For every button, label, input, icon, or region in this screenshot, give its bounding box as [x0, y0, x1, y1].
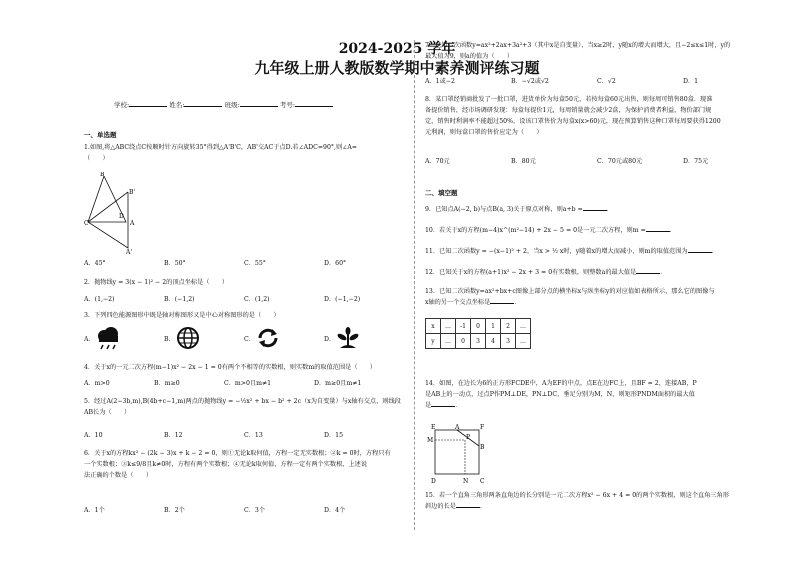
q1-label-A-prime: A': [126, 249, 132, 254]
option[interactable]: B．12: [164, 432, 183, 439]
option[interactable]: D．15: [324, 432, 344, 439]
option[interactable]: A．: [84, 326, 164, 350]
question-3: 3．下列四色能源图形中既是轴对称图形又是中心对称图形的是（ ）: [84, 312, 280, 319]
option[interactable]: D．75元: [683, 158, 709, 165]
table-cell: 0: [456, 334, 471, 349]
option[interactable]: C．: [244, 326, 324, 350]
q14-label-A: A: [455, 424, 460, 431]
q3-options: [84, 326, 404, 350]
option[interactable]: C．70元或80元: [597, 158, 643, 165]
option[interactable]: C．m>0且m≠1: [224, 380, 272, 387]
q1-label-A: A: [130, 220, 135, 227]
option[interactable]: A．10: [84, 432, 103, 439]
option[interactable]: D．m≥0且m≠1: [314, 380, 362, 387]
table-cell: …: [516, 334, 531, 349]
q14-label-N: N: [463, 478, 469, 485]
option[interactable]: B．m≥0: [154, 380, 180, 387]
option[interactable]: D．4个: [324, 507, 346, 514]
question-4: 4．关于x的一元二次方程(m−1)x² − 2x − 1 = 0有两个不相等的实数根，则实数m的取值范围是（ ）: [84, 364, 377, 371]
table-cell: 3: [471, 334, 486, 349]
q2-options: [84, 294, 404, 303]
question-8: 8．某口罩经销商批发了一批口罩，进货单价为每盒50元，若按每盒60元出售，则每周可销售80盒．现准 备提价销售，经市场调研发现：每盒每提价1元，每周销量就会减少2盒，为保护消费者利益，物价部门规 定，销售时利润率不能超过50%，设该口罩售价为每盒x(x>60)元，现在预算销售这种口罩每周要获得1200 元利润，则每盒口罩的售价应定为（ ）: [425, 96, 721, 136]
question-13: 13．已知二次函数y=ax²+bx+c图像上部分点的横坐标x与纵坐标y的对应值如表格所示，那么它的图像与 x轴的另一个交点坐标是 ．: [425, 288, 715, 306]
q6-options: [84, 505, 404, 514]
q1-label-D: D: [119, 213, 124, 220]
q1-label-C: C: [84, 220, 89, 227]
table-cell: 0: [471, 319, 486, 334]
table-cell: 1: [486, 319, 501, 334]
option[interactable]: D．: [324, 326, 404, 350]
option[interactable]: D．60°: [324, 260, 347, 267]
student-info: 学校: 姓名: 班级: 考号:: [114, 100, 333, 109]
q8-options: [425, 156, 769, 165]
table-cell: y: [426, 334, 441, 349]
option[interactable]: B．: [164, 326, 244, 350]
question-11: 11．已知二次函数y = −(x−1)² + 2，当x > ½ x时，y随着x的增大而减小，则m的取值范围为 ．: [425, 248, 718, 255]
option[interactable]: C．13: [244, 432, 263, 439]
table-cell: …: [441, 319, 456, 334]
q1-label-B-prime: B': [129, 189, 136, 196]
question-9: 9．已知点A(−2, b)与点B(a, 3)关于原点对称，则a+b = ．: [425, 206, 613, 213]
question-10: 10．若关于x的方程(m−4)x^(m²−14) + 2x − 5 = 0是一元二次方程，则m = ．: [425, 227, 676, 234]
option[interactable]: A．45°: [84, 260, 106, 267]
table-cell: -1: [456, 319, 471, 334]
cloud-rain-icon: [95, 326, 121, 350]
option[interactable]: A．1或−2: [425, 78, 455, 85]
option[interactable]: B．−√2或√2: [511, 78, 549, 85]
question-15: 15．若一个直角三角形两条直角边的长分别是一元二次方程x² − 6x + 4 = 0的两个实数根，则这个直角三角形 斜边的长是 ．: [425, 492, 729, 510]
q4-options: [84, 378, 404, 387]
table-cell: 3: [501, 334, 516, 349]
table-row-x: [426, 319, 531, 334]
q14-label-F: F: [480, 424, 485, 431]
option[interactable]: C．55°: [244, 260, 266, 267]
option[interactable]: C．√2: [597, 78, 616, 85]
option[interactable]: C．3个: [244, 507, 266, 514]
table-cell: …: [516, 319, 531, 334]
question-2: 2．抛物线y = 3(x − 1)² − 2的顶点坐标是（ ）: [84, 279, 229, 286]
q14-label-B: B: [480, 444, 485, 451]
q14-label-D: D: [431, 478, 436, 485]
question-12: 12．已知关于x的方程(a+1)x² − 2x + 3 = 0有实数根，则整数a的最大值是 ．: [425, 269, 667, 276]
option[interactable]: B．(−1,2): [164, 296, 195, 303]
recycle-icon: [255, 326, 281, 350]
q13-value-table: [425, 318, 531, 349]
option[interactable]: D．1: [683, 78, 699, 85]
q1-triangle-figure: [84, 172, 144, 254]
q14-label-E: E: [431, 424, 436, 431]
table-cell: …: [441, 334, 456, 349]
option[interactable]: B．2个: [164, 507, 185, 514]
question-6: 6．关于x的方程kx² − (2k − 3)x + k − 2 = 0，则①无论k取何值，方程一定无实数根；②k = 0时，方程只有 一个实数根；③k≤9/8且k≠0时，方程有两个实数根；④无论k取何值，方程一定有两个实数根，上述说 法正确的个数是（ ）: [84, 450, 391, 479]
option[interactable]: A．70元: [425, 158, 450, 165]
q1-options: [84, 258, 404, 267]
table-cell: 4: [486, 334, 501, 349]
option[interactable]: A．(1,−2): [84, 296, 115, 303]
q1-label-B: B: [100, 172, 105, 178]
option[interactable]: A．m>0: [84, 380, 110, 387]
option[interactable]: A．1个: [84, 507, 105, 514]
q5-options: [84, 430, 404, 439]
question-7: 7．已知二次函数y=ax²+2ax+3a²+3（其中x是自变量），当x≥2时，y随x的增大而增大，且−2≤x≤1时，y的 最大值为9，则a的值为（ ）: [425, 42, 731, 60]
page-title: 九年级上册人教版数学期中素养测评练习题: [254, 59, 540, 77]
q14-label-M: M: [427, 437, 434, 444]
table-cell: x: [426, 319, 441, 334]
plant-sprout-icon: [335, 326, 361, 350]
globe-icon: [175, 326, 201, 350]
column-divider: [414, 40, 415, 530]
option[interactable]: D．(−1,−2): [324, 296, 361, 303]
title-year: 2024-2025 学年: [338, 41, 456, 57]
section-fill-in: 二、填空题: [425, 189, 458, 197]
question-1: 1.如图,将△ABC绕点C按顺时针方向旋转35°得到△A'B'C，AB'交AC于点D.若∠ADC=90°,则∠A= （ ）: [84, 144, 357, 162]
question-14: 14．如图，在边长为6的正方形FCDE中，A为EF的中点，点E在边FC上，且BF = 2，连接AB，P 是AB上的一动点，过点P作PM⊥DE，PN⊥DC，垂足分别为M，N，则矩形PNDM面积的最大值 是 ．: [425, 380, 697, 409]
section-single-choice: 一、单选题: [84, 131, 117, 139]
option[interactable]: C．(1,2): [244, 296, 270, 303]
q14-square-figure: [425, 422, 489, 488]
table-cell: 2: [501, 319, 516, 334]
q14-label-C: C: [480, 478, 485, 485]
question-5: 5．经过A(2−3b,m),B(4b+c−1,m)两点的抛物线y = −½x² + bx − b² + 2c（x为自变量）与x轴有交点，则线段 AB长为（ ）: [84, 398, 401, 416]
q7-options: [425, 76, 769, 85]
table-row-y: [426, 334, 531, 349]
option[interactable]: B．50°: [164, 260, 186, 267]
option[interactable]: B．80元: [511, 158, 536, 165]
q14-label-P: P: [466, 434, 471, 441]
